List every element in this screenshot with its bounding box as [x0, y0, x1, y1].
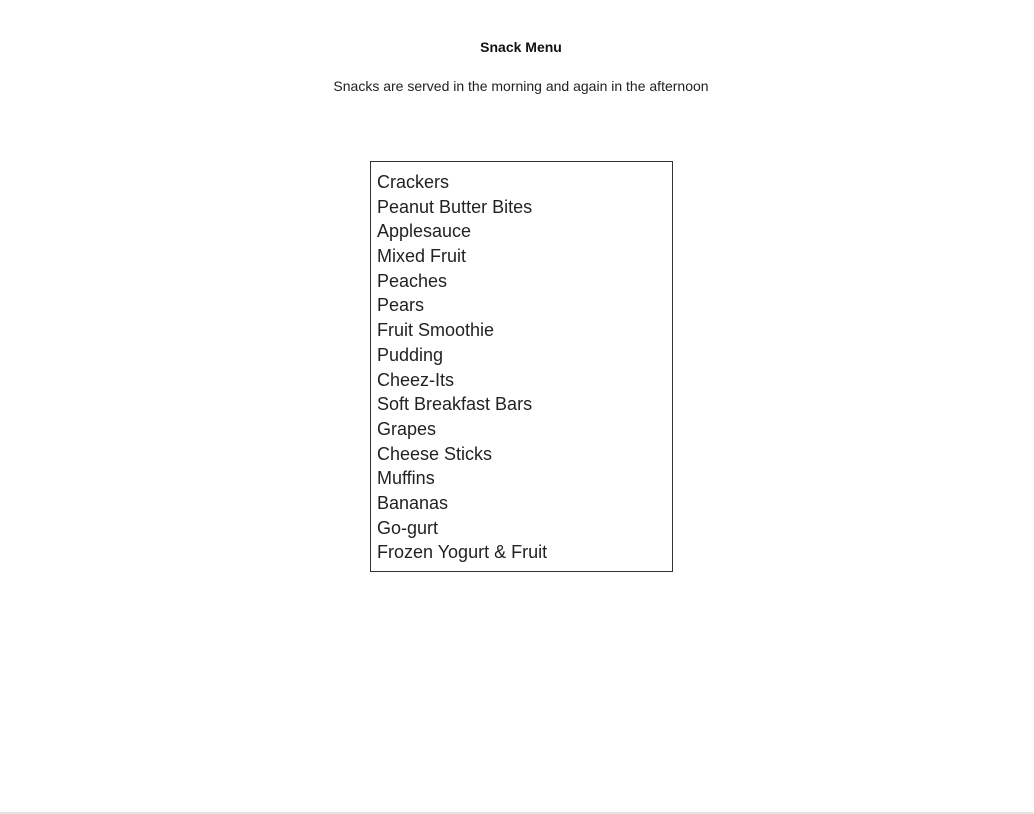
- snack-listbox[interactable]: [370, 161, 673, 572]
- page-subtitle: Snacks are served in the morning and again in the afternoon: [333, 78, 709, 94]
- snack-item[interactable]: Peaches: [377, 270, 448, 291]
- snack-item[interactable]: Bananas: [377, 492, 449, 513]
- snack-item[interactable]: Peanut Butter Bites: [377, 196, 533, 217]
- snack-item[interactable]: Cheese Sticks: [377, 443, 493, 464]
- snack-item[interactable]: Muffins: [377, 468, 435, 489]
- snack-item[interactable]: Soft Breakfast Bars: [377, 394, 533, 415]
- snack-item[interactable]: Cheez-Its: [377, 369, 455, 390]
- page-title: Snack Menu: [480, 39, 562, 55]
- snack-item[interactable]: Applesauce: [377, 221, 472, 242]
- snack-item[interactable]: Grapes: [377, 418, 437, 439]
- snack-item[interactable]: Fruit Smoothie: [377, 320, 495, 341]
- snack-item[interactable]: Mixed Fruit: [377, 246, 467, 267]
- snack-item[interactable]: Crackers: [377, 172, 450, 192]
- snack-item[interactable]: Pears: [377, 295, 425, 316]
- snack-list: [371, 162, 672, 565]
- snack-item[interactable]: Pudding: [377, 344, 444, 365]
- snack-item[interactable]: Go-gurt: [377, 517, 439, 538]
- snack-item[interactable]: Frozen Yogurt & Fruit: [377, 542, 548, 563]
